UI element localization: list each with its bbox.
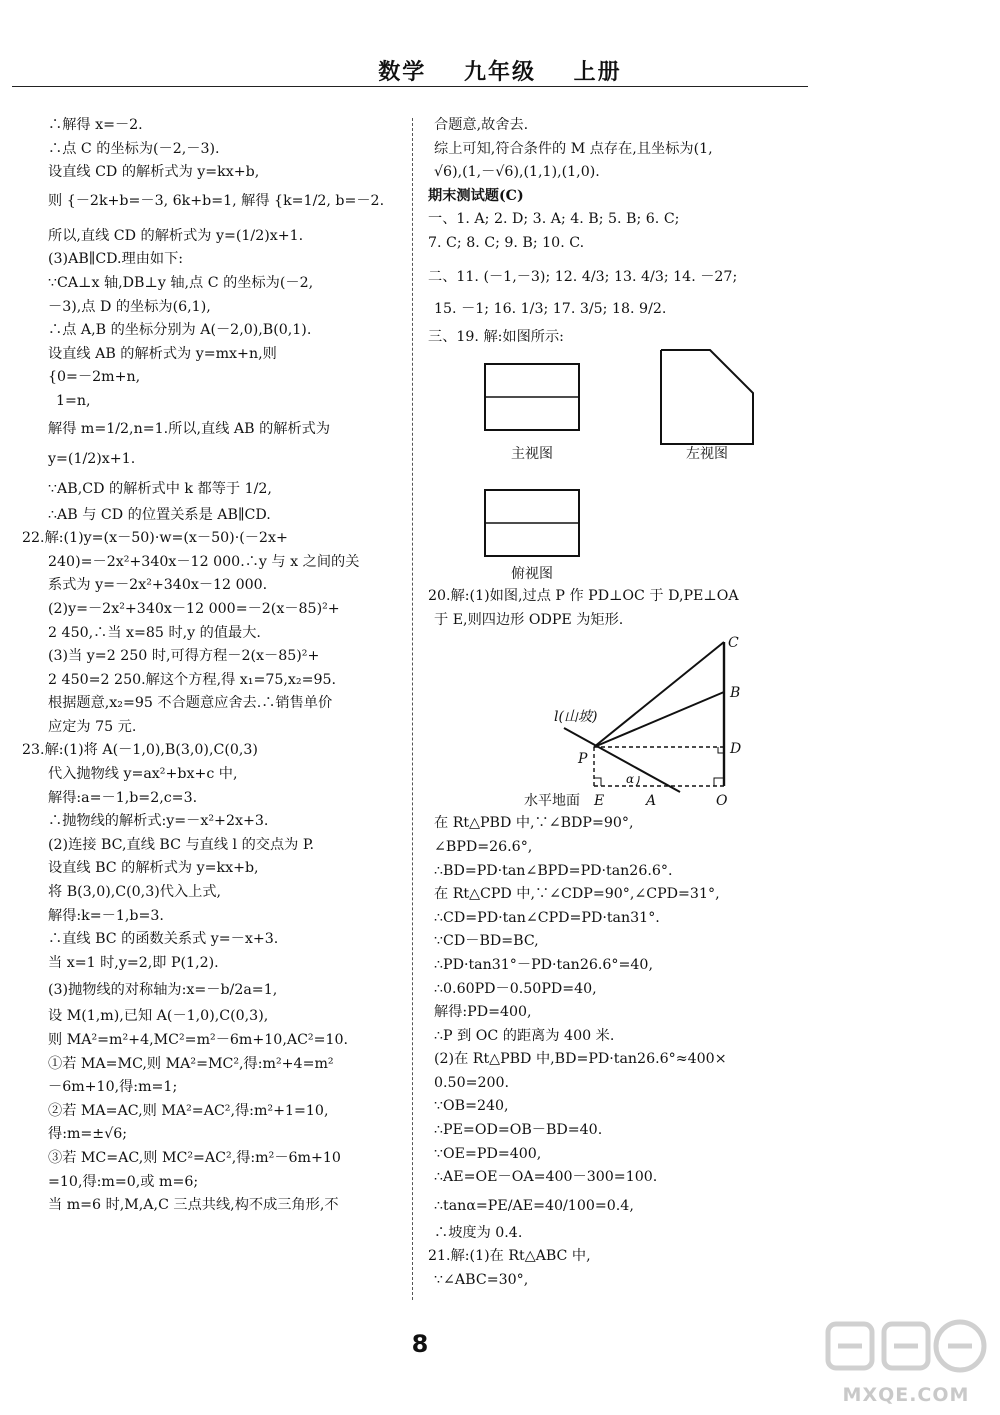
header-subject: 数学 xyxy=(378,59,427,85)
text-line: ∴PD·tan31°－PD·tan26.6°=40, xyxy=(434,956,653,973)
label-C: C xyxy=(728,635,739,652)
problem-20: 20.解:(1)如图,过点 P 作 PD⊥OC 于 D,PE⊥OA xyxy=(428,588,739,605)
text-line: 设 M(1,m),已知 A(－1,0),C(0,3), xyxy=(48,1008,269,1025)
label-D: D xyxy=(730,741,742,758)
text-line: (2)在 Rt△PBD 中,BD=PD·tan26.6°≈400× xyxy=(434,1051,727,1068)
page-number: 8 xyxy=(411,1330,429,1358)
text-line: ∴抛物线的解析式:y=－x²+2x+3. xyxy=(48,813,269,830)
slope-figure xyxy=(428,632,812,812)
watermark xyxy=(822,1310,990,1410)
right-angle-O xyxy=(714,778,724,786)
header-grade: 九年级 xyxy=(463,59,536,85)
text-line: ③若 MC=AC,则 MC²=AC²,得:m²－6m+10 xyxy=(48,1149,341,1166)
text-line: {0=－2m+n, xyxy=(48,369,141,386)
text-line: ∵∠ABC=30°, xyxy=(434,1272,529,1289)
problem-19: 三、19. 解:如图所示: xyxy=(428,328,564,345)
text-line: ∴点 C 的坐标为(－2,－3). xyxy=(48,140,220,157)
text-line: (2)y=－2x²+340x－12 000=－2(x－85)²+ xyxy=(48,600,340,617)
text-line: =10,得:m=0,或 m=6; xyxy=(48,1173,199,1190)
label-P: P xyxy=(578,751,588,768)
text-line: 1=n, xyxy=(56,392,91,409)
text-line: 合题意,故舍去. xyxy=(434,117,529,133)
text-line: 2 450=2 250.解这个方程,得 x₁=75,x₂=95. xyxy=(48,671,337,688)
answers-fill-2: 15. －1; 16. 1/3; 17. 3/5; 18. 9/2. xyxy=(434,300,667,317)
three-views xyxy=(428,349,812,585)
text-line: 根据题意,x₂=95 不合题意应舍去.∴销售单价 xyxy=(48,695,333,712)
column-divider xyxy=(412,118,413,1300)
text-line: ②若 MA=AC,则 MA²=AC²,得:m²+1=10, xyxy=(48,1102,329,1119)
text-line: 240)=－2x²+340x－12 000.∴y 与 x 之间的关 xyxy=(48,553,360,570)
text-line: 当 x=1 时,y=2,即 P(1,2). xyxy=(48,954,219,971)
text-line: 在 Rt△CPD 中,∵∠CDP=90°,∠CPD=31°, xyxy=(434,886,720,903)
text-line: ∵CA⊥x 轴,DB⊥y 轴,点 C 的坐标为(－2, xyxy=(48,274,314,291)
text-line: ∴AE=OE－OA=400－300=100. xyxy=(434,1169,658,1186)
text-line: ∴P 到 OC 的距离为 400 米. xyxy=(434,1027,615,1044)
right-angle-E xyxy=(594,778,601,786)
text-line: 0.50=200. xyxy=(434,1074,510,1091)
watermark-logo-icon xyxy=(822,1310,990,1380)
text-line: 在 Rt△PBD 中,∵∠BDP=90°, xyxy=(434,815,634,832)
text-line: 所以,直线 CD 的解析式为 y=(1/2)x+1. xyxy=(48,227,304,244)
text-line: ∵AB,CD 的解析式中 k 都等于 1/2, xyxy=(48,480,272,497)
text-line: 代入抛物线 y=ax²+bx+c 中, xyxy=(48,766,238,783)
label-ground: 水平地面 xyxy=(524,793,580,810)
text-line: 设直线 BC 的解析式为 y=kx+b, xyxy=(48,860,259,877)
text-line: 将 B(3,0),C(0,3)代入上式, xyxy=(48,884,222,901)
left-view-label: 左视图 xyxy=(686,446,728,463)
text-line: (3)AB∥CD.理由如下: xyxy=(48,251,184,268)
text-line: ∠BPD=26.6°, xyxy=(434,838,533,855)
text-line: ∴点 A,B 的坐标分别为 A(－2,0),B(0,1). xyxy=(48,322,312,339)
section-title: 期末测试题(C) xyxy=(428,187,524,204)
text-line: (3)抛物线的对称轴为:x=－b/2a=1, xyxy=(48,982,278,999)
text-line: 则 MA²=m²+4,MC²=m²－6m+10,AC²=10. xyxy=(48,1032,349,1048)
text-line: 则 {－2k+b=－3, 6k+b=1, 解得 {k=1/2, b=－2. xyxy=(48,192,385,209)
watermark-text: MXQE.COM xyxy=(842,1384,970,1406)
text-line: √6),(1,－√6),(1,1),(1,0). xyxy=(434,164,600,181)
text-line: 当 m=6 时,M,A,C 三点共线,构不成三角形,不 xyxy=(48,1197,339,1214)
problem-23: 23.解:(1)将 A(－1,0),B(3,0),C(0,3) xyxy=(22,742,258,759)
text-line: ∵OB=240, xyxy=(434,1098,509,1115)
text-line: (3)当 y=2 250 时,可得方程－2(x－85)²+ xyxy=(48,648,320,665)
text-line: ∵CD－BD=BC, xyxy=(434,933,539,950)
text-line: －3),点 D 的坐标为(6,1), xyxy=(48,298,211,315)
segment-PB xyxy=(594,692,724,747)
label-E: E xyxy=(594,793,605,810)
page-header xyxy=(0,55,1000,86)
problem-22: 22.解:(1)y=(x－50)·w=(x－50)·(－2x+ xyxy=(22,530,288,547)
answers-choice-1: 一、1. A; 2. D; 3. A; 4. B; 5. B; 6. C; xyxy=(428,211,680,228)
text-line: 得:m=±√6; xyxy=(48,1126,128,1143)
text-line: 综上可知,符合条件的 M 点存在,且坐标为(1, xyxy=(434,140,713,157)
text-line: 2 450,∴当 x=85 时,y 的值最大. xyxy=(48,624,261,641)
text-line: ∴坡度为 0.4. xyxy=(434,1224,523,1241)
left-column xyxy=(22,114,407,1218)
text-line: 解得:k=－1,b=3. xyxy=(48,907,164,924)
label-B: B xyxy=(730,685,741,702)
text-line: 解得:PD=400, xyxy=(434,1004,532,1021)
text-line: (2)连接 BC,直线 BC 与直线 l 的交点为 P. xyxy=(48,836,315,853)
text-line: －6m+10,得:m=1; xyxy=(48,1079,178,1096)
front-view-drawing xyxy=(484,363,580,431)
text-line: ∴解得 x=－2. xyxy=(48,117,143,133)
answers-fill-1: 二、11. (－1,－3); 12. 4/3; 13. 4/3; 14. －27; xyxy=(428,268,738,285)
label-alpha: α xyxy=(626,772,635,787)
left-view-drawing xyxy=(660,349,754,445)
label-A: A xyxy=(646,793,657,810)
front-view-label: 主视图 xyxy=(511,446,553,463)
header-rule xyxy=(12,86,808,87)
text-line: ∴直线 BC 的函数关系式 y=－x+3. xyxy=(48,931,279,948)
text-line: ∵OE=PD=400, xyxy=(434,1145,542,1162)
text-line: ∴AB 与 CD 的位置关系是 AB∥CD. xyxy=(48,506,271,523)
text-line: 设直线 AB 的解析式为 y=mx+n,则 xyxy=(48,345,277,362)
slope-diagram xyxy=(428,632,812,812)
text-line: ∴PE=OD=OB－BD=40. xyxy=(434,1122,603,1139)
problem-21: 21.解:(1)在 Rt△ABC 中, xyxy=(428,1248,591,1265)
text-line: y=(1/2)x+1. xyxy=(48,450,136,467)
text-line: ∴CD=PD·tan∠CPD=PD·tan31°. xyxy=(434,909,660,926)
text-line: ①若 MA=MC,则 MA²=MC²,得:m²+4=m² xyxy=(48,1055,334,1072)
top-view-label: 俯视图 xyxy=(511,566,553,583)
label-O: O xyxy=(716,793,728,810)
text-line: 解得:a=－1,b=2,c=3. xyxy=(48,789,198,806)
top-view-drawing xyxy=(484,489,580,557)
segment-PC xyxy=(594,642,724,747)
header-volume: 上册 xyxy=(573,59,622,85)
text-line: ∴tanα=PE/AE=40/100=0.4, xyxy=(434,1197,634,1214)
text-line: ∴BD=PD·tan∠BPD=PD·tan26.6°. xyxy=(434,862,673,879)
text-line: 系式为 y=－2x²+340x－12 000. xyxy=(48,577,268,594)
text-line: 于 E,则四边形 ODPE 为矩形. xyxy=(434,611,624,628)
label-slope: l(山坡) xyxy=(554,709,598,726)
answers-choice-2: 7. C; 8. C; 9. B; 10. C. xyxy=(428,234,585,251)
text-line: 解得 m=1/2,n=1.所以,直线 AB 的解析式为 xyxy=(48,420,331,437)
text-line: ∴0.60PD－0.50PD=40, xyxy=(434,980,597,997)
alpha-arc xyxy=(636,776,639,786)
text-line: 设直线 CD 的解析式为 y=kx+b, xyxy=(48,164,260,181)
text-line: 应定为 75 元. xyxy=(48,718,137,735)
right-column xyxy=(428,114,812,1293)
